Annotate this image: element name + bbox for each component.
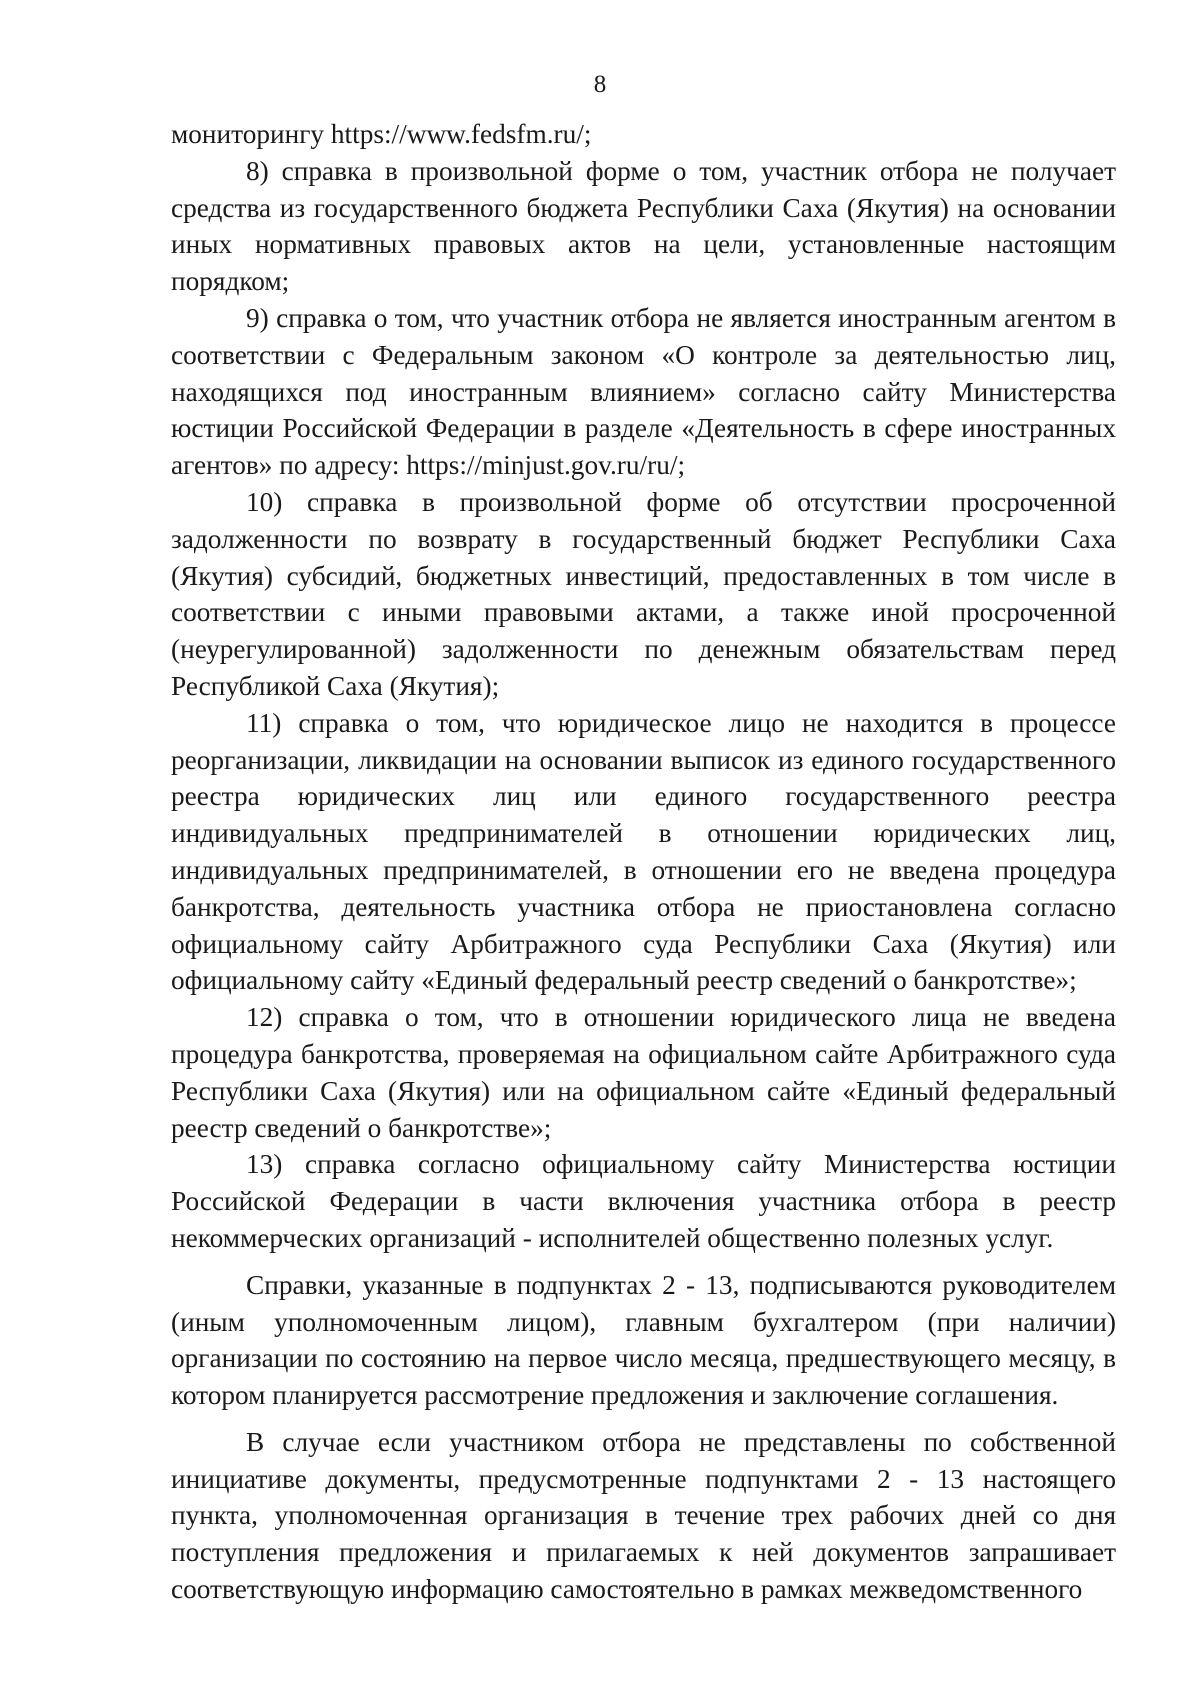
document-body <box>171 116 1116 1608</box>
paragraph-item-12: 12) справка о том, что в отношении юридического лица не введена процедура банкротства, проверяемая на официальном сайте Арбитражного суда Республики Саха (Якутия) или на официальном сайте «Единый федеральный реестр сведений о банкротстве»; <box>171 1002 1116 1143</box>
page-number: 8 <box>593 71 607 98</box>
paragraph-item-10: 10) справка в произвольной форме об отсутствии просроченной задолженности по возврату в государственный бюджет Республики Саха (Якутия) субсидий, бюджетных инвестиций, предоставленных в том числе в соответствии с иными правовыми актами, а также иной просроченной (неурегулированной) задолженности по денежным обязательствам перед Республикой Саха (Якутия); <box>171 486 1116 701</box>
paragraph-item-8: 8) справка в произвольной форме о том, участник отбора не получает средства из государственного бюджета Республики Саха (Якутия) на основании иных нормативных правовых актов на цели, установленные настоящим порядком; <box>171 155 1116 297</box>
paragraph-item-11: 11) справка о том, что юридическое лицо не находится в процессе реорганизации, ликвидации на основании выписок из единого государственного реестра юридических лиц или единого государственного реестра индивидуальных предпринимателей в отношении юридических лиц, индивидуальных предпринимателей, в отношении его не введена процедура банкротства, деятельность участника отбора не приостановлена согласно официальному сайту Арбитражного суда Республики Саха (Якутия) или официальному сайту «Единый федеральный реестр сведений о банкротстве»; <box>171 707 1116 996</box>
paragraph-item-9: 9) справка о том, что участник отбора не является иностранным агентом в соответствии с Федеральным законом «О контроле за деятельностью лиц, находящихся под иностранным влиянием» согласно сайту Министерства юстиции Российской Федерации в разделе «Деятельность в сфере иностранных агентов» по адресу: https://minjust.gov.ru/ru/; <box>171 302 1116 481</box>
paragraph-item-13: 13) справка согласно официальному сайту Министерства юстиции Российской Федерации в части включения участника отбора в реестр некоммерческих организаций - исполнителей общественно полезных услуг. <box>171 1149 1116 1253</box>
paragraph-signatures: Справки, указанные в подпунктах 2 - 13, подписываются руководителем (иным уполномоченным лицом), главным бухгалтером (при наличии) организации по состоянию на первое число месяца, предшествующего месяцу, в котором планируется рассмотрение предложения и заключение соглашения. <box>171 1269 1116 1411</box>
paragraph-interagency-request: В случае если участником отбора не представлены по собственной инициативе документы, предусмотренные подпунктами 2 - 13 настоящего пункта, уполномоченная организация в течение трех рабочих дней со дня поступления предложения и прилагаемых к ней документов запрашивает соответствующую информацию самостоятельно в рамках межведомственного <box>171 1426 1116 1605</box>
paragraph-continuation: мониторингу https://www.fedsfm.ru/; <box>171 119 592 149</box>
